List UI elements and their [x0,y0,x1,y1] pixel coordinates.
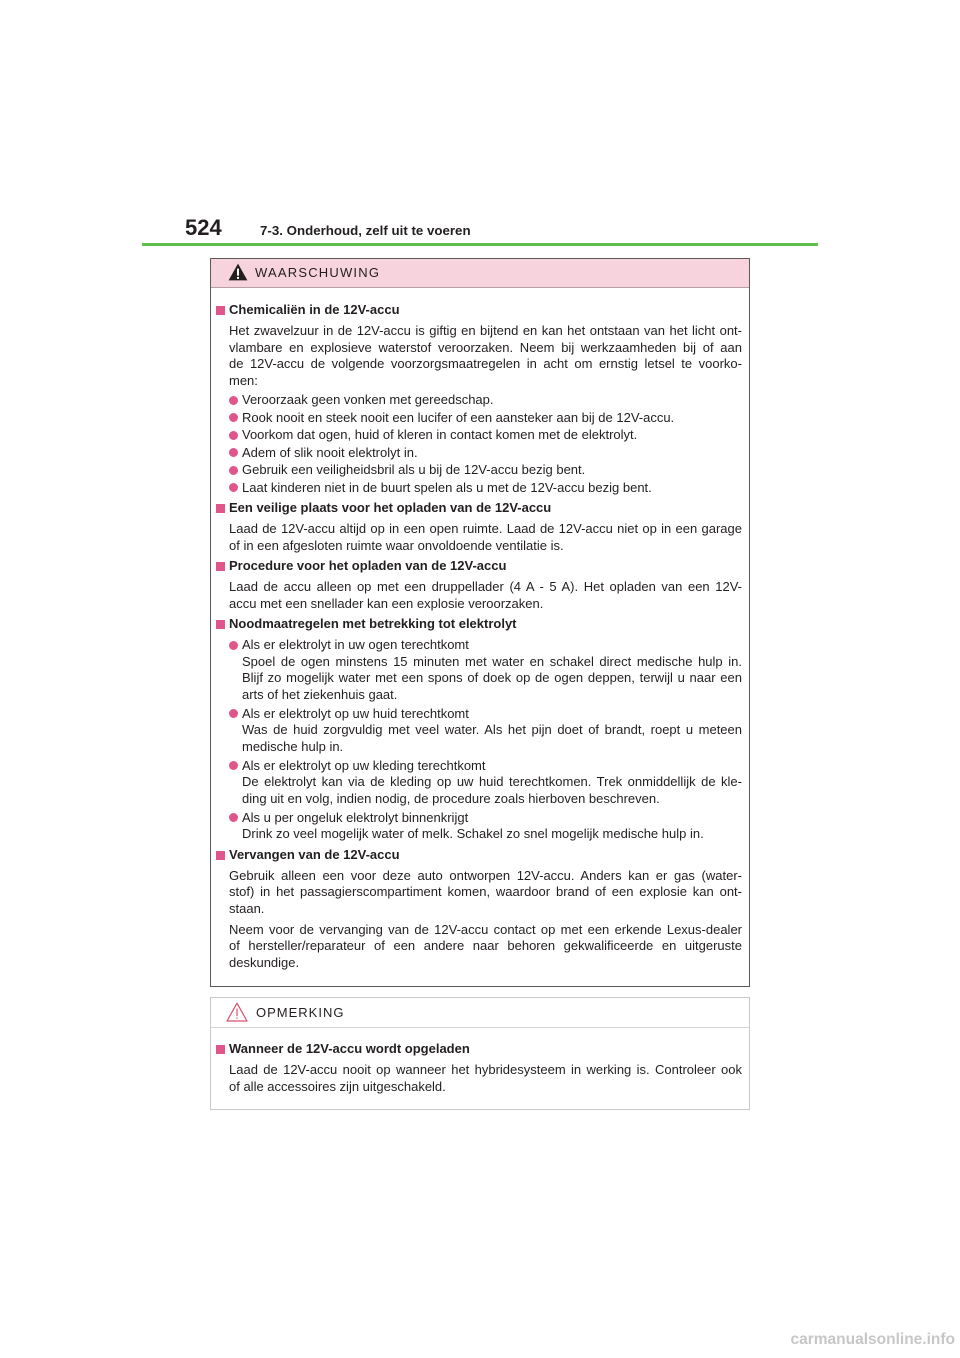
bullet-item [242,427,742,444]
section-charging-procedure [229,558,742,612]
bullet-item-swallowed [242,810,742,843]
bullet-item [242,480,742,497]
text-line: men: [229,372,258,388]
section-heading-text: Een veilige plaats voor het opladen van de 12V-accu [229,500,552,515]
header-rule [142,243,818,246]
paragraph [229,579,742,612]
bullet-item [242,445,742,462]
round-bullet-icon [229,709,238,718]
warning-box [210,258,750,987]
square-bullet-icon [216,504,225,513]
square-bullet-icon [216,620,225,629]
text-line: de 12V-accu de volgende voorzorgsmaatregelen in acht om ernstig letsel te voorko- [229,356,742,371]
section-heading-text: Wanneer de 12V-accu wordt opgeladen [229,1041,470,1056]
chapter-title: 7-3. Onderhoud, zelf uit te voeren [260,223,471,238]
bullet-text: Rook nooit en steek nooit een lucifer of een aansteker aan bij de 12V-accu. [242,409,675,425]
paragraph [229,323,742,389]
section-heading-text: Procedure voor het opladen van de 12V-accu [229,558,507,573]
text-line: Gebruik alleen een voor deze auto ontworpen 12V-accu. Anders kan er gas (water- [229,867,742,883]
bullet-title: Als er elektrolyt in uw ogen terechtkomt [242,637,469,652]
bullet-list [242,392,742,496]
text-line: vlambare en explosieve waterstof veroorzaken. Neem bij werkzaamheden bij of aan [229,339,742,355]
section-heading [229,558,742,575]
section-electrolyte-emergency [229,616,742,843]
warning-header [211,259,749,288]
section-heading [229,847,742,864]
round-bullet-icon [229,448,238,457]
text-line: Het zwavelzuur in de 12V-accu is giftig en bijtend en kan het ontstaan van het licht ont- [229,323,742,338]
bullet-text: Adem of slik nooit elektrolyt in. [242,444,418,460]
round-bullet-icon [229,761,238,770]
round-bullet-icon [229,431,238,440]
bullet-title: Als u per ongeluk elektrolyt binnenkrijgt [242,809,469,825]
section-heading-text: Vervangen van de 12V-accu [229,846,400,862]
text-line: Drink zo veel mogelijk water of melk. Schakel zo snel mogelijk medische hulp in. [242,826,704,841]
section-heading [229,302,742,319]
section-battery-replacement [229,847,742,972]
bullet-item [242,410,742,427]
paragraph [229,868,742,918]
text-line: De elektrolyt kan via de kleding op uw huid terechtkomen. Trek onmiddellijk de kle- [242,774,742,789]
bullet-title: Als er elektrolyt op uw kleding terechtkomt [242,757,486,773]
bullet-text: Laat kinderen niet in de buurt spelen als u met de 12V-accu bezig bent. [242,479,652,495]
text-line: Neem voor de vervanging van de 12V-accu contact op met een erkende Lexus-dealer [229,921,742,937]
note-header [211,998,749,1028]
section-heading [229,500,742,517]
paragraph [229,922,742,972]
bullet-text: Gebruik een veiligheidsbril als u bij de 12V-accu bezig bent. [242,462,586,477]
bullet-item [242,462,742,479]
section-safe-charging-place [229,500,742,554]
note-section-charging [229,1041,742,1095]
watermark: carmanualsonline.info [790,1331,955,1348]
text-line: accu met een snellader kan een explosie veroorzaken. [229,595,544,611]
bullet-text: Veroorzaak geen vonken met gereedschap. [242,392,494,407]
warning-title: WAARSCHUWING [255,265,381,280]
text-line: of in een afgesloten ruimte waar onvoldoende ventilatie is. [229,537,564,553]
bullet-item-skin [242,706,742,756]
bullet-item [242,392,742,409]
note-content [211,1028,749,1095]
bullet-title: Als er elektrolyt op uw huid terechtkomt [242,705,469,721]
warning-content [211,288,749,971]
text-line: Laad de 12V-accu nooit op wanneer het hybridesysteem in werking is. Controleer ook [229,1062,742,1077]
bullet-text: Voorkom dat ogen, huid of kleren in contact komen met de elektrolyt. [242,427,638,442]
paragraph [229,521,742,554]
caution-triangle-outline-icon [226,1002,248,1022]
section-heading [229,1041,742,1058]
text-line: ding uit en volg, indien nodig, de procedure zoals hierboven beschreven. [242,790,660,806]
round-bullet-icon [229,641,238,650]
section-heading [229,616,742,633]
text-line: Laad de accu alleen op met een druppellader (4 A - 5 A). Het opladen van een 12V- [229,579,742,594]
text-line: of hersteller/reparateur of een andere naar behoren gekwalificeerde en uitgeruste [229,938,742,953]
round-bullet-icon [229,813,238,822]
text-line: deskundige. [229,954,300,970]
text-line: Blijf zo mogelijk water met een spons of doek op de ogen deppen, terwijl u naar een [242,670,742,685]
text-line: Was de huid zorgvuldig met veel water. Als het pijn doet of brandt, roept u meteen [242,722,742,737]
section-heading-text: Chemicaliën in de 12V-accu [229,302,400,317]
warning-triangle-icon [228,263,248,281]
paragraph [229,1062,742,1095]
square-bullet-icon [216,562,225,571]
square-bullet-icon [216,851,225,860]
page-number: 524 [185,215,222,240]
text-line: staan. [229,900,265,916]
note-title: OPMERKING [256,1005,345,1020]
square-bullet-icon [216,306,225,315]
round-bullet-icon [229,483,238,492]
square-bullet-icon [216,1045,225,1054]
note-box [210,997,750,1110]
bullet-item-clothing [242,758,742,808]
round-bullet-icon [229,413,238,422]
text-line: stof) in het passagierscompartiment komen, waardoor brand of een explosie kan ont- [229,884,742,899]
section-chemicals [229,302,742,496]
text-line: Laad de 12V-accu altijd op in een open ruimte. Laad de 12V-accu niet op in een garage [229,521,742,536]
section-heading-text: Noodmaatregelen met betrekking tot elektrolyt [229,616,517,631]
text-line: medische hulp in. [242,738,344,754]
round-bullet-icon [229,466,238,475]
round-bullet-icon [229,396,238,405]
text-line: Spoel de ogen minstens 15 minuten met water en schakel direct medische hulp in. [242,653,742,669]
bullet-item-eyes [242,637,742,703]
bullet-list [242,637,742,843]
text-line: arts of het ziekenhuis gaat. [242,686,398,702]
text-line: of alle accessoires zijn uitgeschakeld. [229,1078,446,1094]
